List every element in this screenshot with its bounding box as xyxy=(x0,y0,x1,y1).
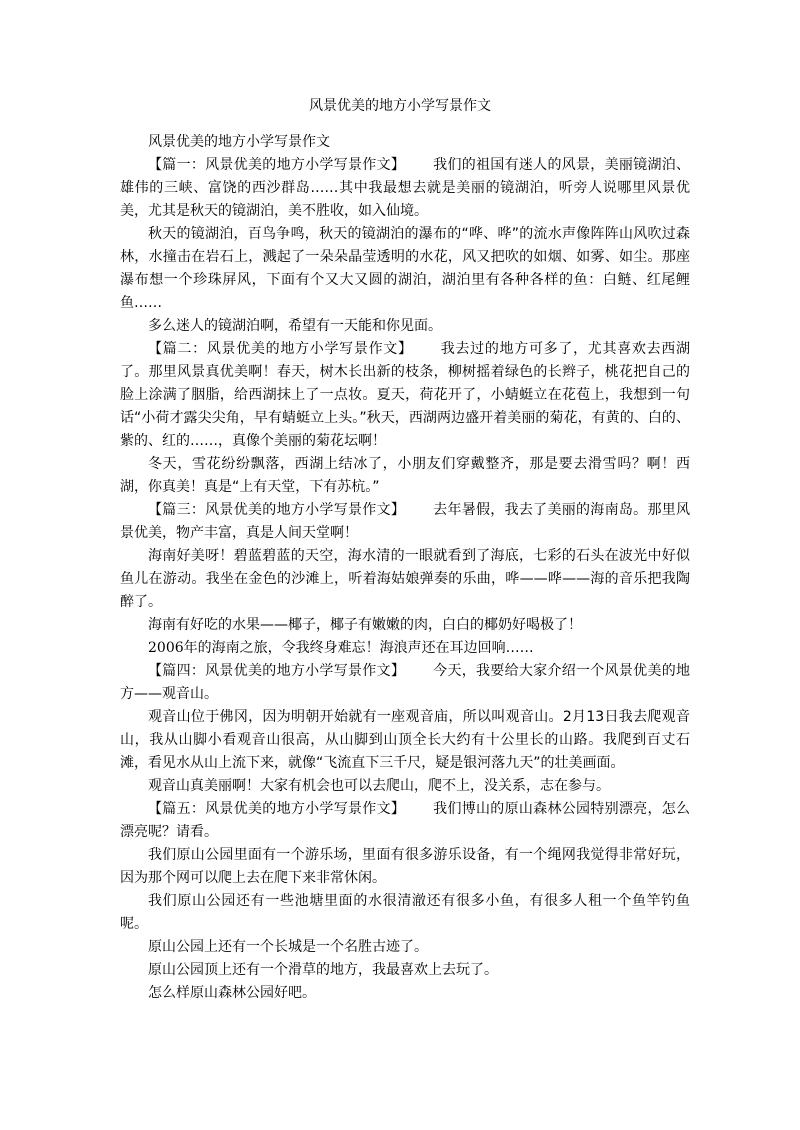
paragraph xyxy=(120,614,690,637)
paragraph-text: 秋天的镜湖泊，百鸟争鸣，秋天的镜湖泊的瀑布的“哗、哗”的流水声像阵阵山风吹过森林，水撞击在岩石上，溅起了一朵朵晶莹透明的水花，风又把吹的如烟、如雾、如尘。那座瀑布想一个珍珠屏风，下面有个又大又圆的湖泊，湖泊里有各种各样的鱼：白鲢、红尾鲤鱼…… xyxy=(120,226,690,311)
section-heading: 【篇五：风景优美的地方小学写景作文】 xyxy=(148,801,406,817)
paragraph xyxy=(120,637,690,660)
paragraph xyxy=(120,982,690,1005)
paragraph-text: 我去过的地方可多了，尤其喜欢去西湖了。那里风景真优美啊！春天，树木长出新的枝条，柳树摇着绿色的长辫子，桃花把自己的脸上涂满了胭脂，给西湖抹上了一点妆。夏天，荷花开了，小蜻蜓立在花苞上，我想到一句话“小荷才露尖尖角，早有蜻蜓立上头。”秋天，西湖两边盛开着美丽的菊花，有黄的、白的、紫的、红的……，真像个美丽的菊花坛啊！ xyxy=(120,341,691,449)
paragraph-text: 我们原山公园还有一些池塘里面的水很清澈还有很多小鱼，有很多人租一个鱼竿钓鱼呢。 xyxy=(120,893,690,932)
document-body xyxy=(120,131,690,1005)
paragraph-text: 去年暑假，我去了美丽的海南岛。那里风景优美，物产丰富，真是人间天堂啊！ xyxy=(120,502,691,541)
paragraph-text: 怎么样原山森林公园好吧。 xyxy=(148,985,316,1001)
year-text: 2006 xyxy=(148,640,184,656)
paragraph xyxy=(120,545,690,614)
paragraph-text: 风景优美的地方小学写景作文 xyxy=(148,134,330,150)
paragraph xyxy=(120,775,690,798)
paragraph xyxy=(120,798,690,844)
paragraph-text: 我们的祖国有迷人的风景，美丽镜湖泊、雄伟的三峡、富饶的西沙群岛……其中我最想去就是美丽的镜湖泊，听旁人说哪里风景优美，尤其是秋天的镜湖泊，美不胜收，如入仙境。 xyxy=(120,157,691,219)
section-heading: 【篇三：风景优美的地方小学写景作文】 xyxy=(148,502,406,518)
paragraph-text: 原山公园上还有一个长城是一个名胜古迹了。 xyxy=(148,939,428,955)
paragraph xyxy=(120,154,690,223)
paragraph-text: 我们博山的原山森林公园特别漂亮，怎么漂亮呢？请看。 xyxy=(120,801,691,840)
paragraph xyxy=(120,131,690,154)
paragraph xyxy=(120,959,690,982)
paragraph xyxy=(120,315,690,338)
paragraph-text: 观音山位于佛冈，因为明朝开始就有一座观音庙，所以叫观音山。2月13日我去爬观音山，我从山脚小看观音山很高，从山脚到山顶全长大约有十公里长的山路。我爬到百丈石滩，看见水从山上流下来，就像“飞流直下三千尺，疑是银河落九天”的壮美画面。 xyxy=(120,709,690,771)
paragraph xyxy=(120,453,690,499)
paragraph-text: 今天，我要给大家介绍一个风景优美的地方——观音山。 xyxy=(120,663,691,702)
document-title: 风景优美的地方小学写景作文 xyxy=(309,98,491,114)
paragraph xyxy=(120,844,690,890)
paragraph-text: 原山公园顶上还有一个滑草的地方，我最喜欢上去玩了。 xyxy=(148,962,498,978)
paragraph xyxy=(120,706,690,775)
paragraph xyxy=(120,890,690,936)
paragraph-text: 海南好美呀！碧蓝碧蓝的天空，海水清的一眼就看到了海底，七彩的石头在波光中好似鱼儿在游动。我坐在金色的沙滩上，听着海姑娘弹奏的乐曲，哗——哗——海的音乐把我陶醉了。 xyxy=(120,548,690,610)
paragraph-text: 海南有好吃的水果——椰子，椰子有嫩嫩的肉，白白的椰奶好喝极了！ xyxy=(148,617,582,633)
paragraph xyxy=(120,936,690,959)
paragraph-text: 我们原山公园里面有一个游乐场，里面有很多游乐设备，有一个绳网我觉得非常好玩，因为那个网可以爬上去在爬下来非常休闲。 xyxy=(120,847,690,886)
section-heading: 【篇二：风景优美的地方小学写景作文】 xyxy=(148,341,413,357)
paragraph xyxy=(120,499,690,545)
section-heading: 【篇一：风景优美的地方小学写景作文】 xyxy=(148,157,406,173)
paragraph xyxy=(120,660,690,706)
paragraph-text: 冬天，雪花纷纷飘落，西湖上结冰了，小朋友们穿戴整齐，那是要去滑雪吗？啊！西湖，你真美！真是“上有天堂，下有苏杭。” xyxy=(120,456,690,495)
paragraph-text: 多么迷人的镜湖泊啊，希望有一天能和你见面。 xyxy=(148,318,442,334)
paragraph-text: 观音山真美丽啊！大家有机会也可以去爬山，爬不上，没关系，志在参与。 xyxy=(148,778,610,794)
paragraph xyxy=(120,338,690,453)
paragraph xyxy=(120,223,690,315)
paragraph-text: 年的海南之旅，令我终身难忘！海浪声还在耳边回响…… xyxy=(183,640,534,656)
section-heading: 【篇四：风景优美的地方小学写景作文】 xyxy=(148,663,406,679)
